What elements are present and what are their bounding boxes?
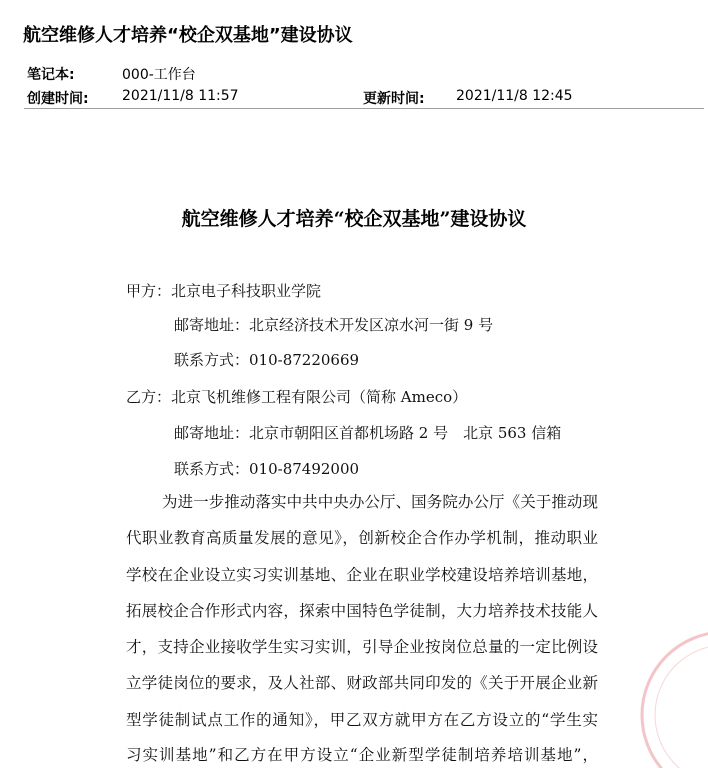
created-label: 创建时间: — [27, 91, 89, 107]
body-line: 习实训基地”和乙方在甲方设立“企业新型学徒制培养培训基地”， — [126, 746, 598, 764]
note-title: 航空维修人才培养“校企双基地”建设协议 — [23, 25, 353, 46]
notebook-label: 笔记本: — [27, 67, 75, 83]
body-line: 才，支持企业接收学生实习实训，引导企业按岗位总量的一定比例设 — [126, 638, 598, 656]
party-b-name: 乙方：北京飞机维修工程有限公司（简称 Ameco） — [126, 388, 468, 406]
body-line: 代职业教育高质量发展的意见》，创新校企合作办学机制，推动职业 — [126, 529, 598, 547]
updated-label: 更新时间: — [363, 91, 425, 107]
body-line: 拓展校企合作形式内容，探索中国特色学徒制，大力培养技术技能人 — [126, 602, 598, 620]
seal-outer-ring — [642, 632, 708, 768]
body-line: 立学徒岗位的要求，及人社部、财政部共同印发的《关于开展企业新 — [126, 674, 598, 692]
seal-inner-ring — [655, 645, 708, 768]
header-separator — [24, 108, 704, 109]
document-title: 航空维修人才培养“校企双基地”建设协议 — [181, 208, 527, 230]
party-a-contact: 联系方式：010-87220669 — [174, 351, 360, 369]
body-line: 为进一步推动落实中共中央办公厅、国务院办公厅《关于推动现 — [162, 493, 598, 511]
official-seal-stamp — [640, 630, 708, 768]
party-b-address: 邮寄地址：北京市朝阳区首都机场路 2 号 北京 563 信箱 — [174, 424, 562, 442]
party-a-name: 甲方：北京电子科技职业学院 — [126, 282, 322, 300]
party-b-contact: 联系方式：010-87492000 — [174, 460, 360, 478]
updated-value: 2021/11/8 12:45 — [456, 88, 573, 104]
notebook-value: 000-工作台 — [122, 67, 196, 83]
party-a-address: 邮寄地址：北京经济技术开发区凉水河一街 9 号 — [174, 316, 494, 334]
body-line: 学校在企业设立实习实训基地、企业在职业学校建设培养培训基地， — [126, 566, 598, 584]
body-line: 型学徒制试点工作的通知》，甲乙双方就甲方在乙方设立的“学生实 — [126, 711, 598, 729]
created-value: 2021/11/8 11:57 — [122, 88, 239, 104]
